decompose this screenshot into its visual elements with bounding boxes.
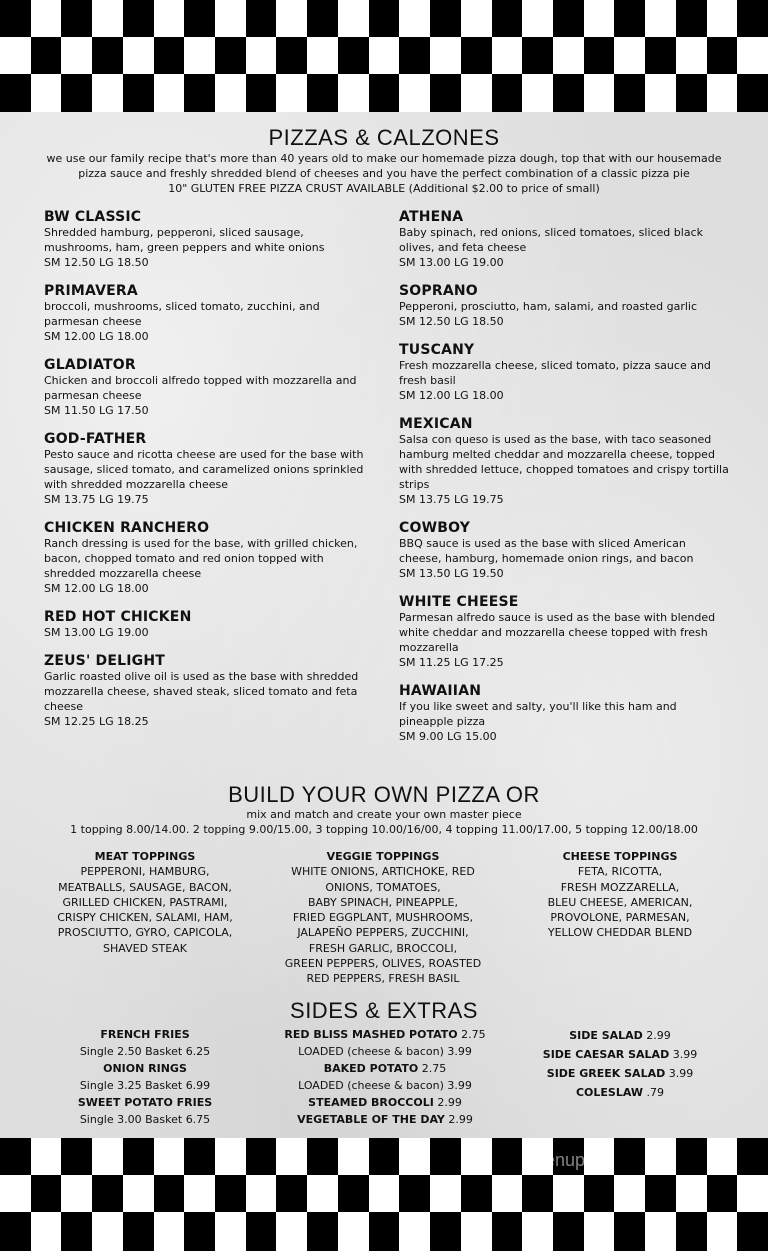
checker-square <box>92 37 123 74</box>
gluten-free-note: 10" GLUTEN FREE PIZZA CRUST AVAILABLE (Additional $2.00 to price of small) <box>168 182 600 195</box>
checker-square <box>307 1138 338 1175</box>
checker-square <box>276 1175 307 1212</box>
checker-square <box>492 0 523 37</box>
checker-square <box>61 1212 92 1251</box>
checker-square <box>307 1175 338 1212</box>
checker-square <box>461 37 492 74</box>
pizza-item <box>399 520 729 581</box>
coleslaw-row <box>520 1083 720 1102</box>
checker-square <box>276 1212 307 1251</box>
checker-square <box>737 0 768 37</box>
pizza-item <box>44 283 374 344</box>
checker-square <box>584 74 615 112</box>
pizza-price: SM 12.25 LG 18.25 <box>44 715 149 728</box>
checker-square <box>614 37 645 74</box>
topping-line: CRISPY CHICKEN, SALAMI, HAM, <box>57 911 233 925</box>
checker-square <box>707 37 738 74</box>
pizza-price: SM 13.50 LG 19.50 <box>399 567 504 580</box>
pizza-item <box>44 431 374 507</box>
checker-square <box>399 1212 430 1251</box>
checker-square <box>215 1212 246 1251</box>
pizza-item <box>44 209 374 270</box>
checker-square <box>92 1175 123 1212</box>
pizza-price: SM 13.75 LG 19.75 <box>44 493 149 506</box>
checker-square <box>61 1175 92 1212</box>
pizza-item <box>399 594 729 670</box>
checker-square <box>645 74 676 112</box>
sides-column-left <box>40 1026 250 1128</box>
checker-square <box>461 1212 492 1251</box>
pizza-column-left <box>44 209 374 742</box>
cheese-toppings-heading: CHEESE TOPPINGS <box>562 850 678 863</box>
checker-square <box>522 74 553 112</box>
checker-square <box>338 1138 369 1175</box>
pizza-description: Ranch dressing is used for the base, with grilled chicken, bacon, chopped tomato and red onion topped with shredded mozzarella cheese <box>44 537 358 580</box>
pizza-name: BW CLASSIC <box>44 209 142 225</box>
checker-square <box>307 37 338 74</box>
checker-square <box>553 37 584 74</box>
pizza-price: SM 13.75 LG 19.75 <box>399 493 504 506</box>
checker-square <box>737 1138 768 1175</box>
checker-square <box>584 1212 615 1251</box>
baked-potato-price: 2.75 <box>421 1062 447 1075</box>
checker-square <box>31 1212 62 1251</box>
onion-rings-price: Single 3.25 Basket 6.99 <box>79 1079 211 1092</box>
side-caesar-name: SIDE CAESAR SALAD <box>542 1048 670 1061</box>
checker-square <box>369 0 400 37</box>
pizza-item <box>399 209 729 270</box>
steamed-broccoli-price: 2.99 <box>437 1096 462 1109</box>
checker-square <box>676 1212 707 1251</box>
checker-square <box>154 1212 185 1251</box>
checker-square <box>492 1175 523 1212</box>
checker-square <box>430 1175 461 1212</box>
checker-square <box>676 1138 707 1175</box>
baked-potato-row <box>260 1060 510 1077</box>
checker-square <box>307 0 338 37</box>
checker-square <box>461 0 492 37</box>
checker-square <box>184 1212 215 1251</box>
baked-potato-loaded: LOADED (cheese & bacon) 3.99 <box>298 1079 472 1092</box>
sides-title: SIDES & EXTRAS <box>290 998 478 1023</box>
checker-square <box>215 1175 246 1212</box>
checker-square <box>61 37 92 74</box>
vegetable-of-day-price: 2.99 <box>448 1113 473 1126</box>
topping-line: YELLOW CHEDDAR BLEND <box>547 926 693 940</box>
checker-square <box>246 74 277 112</box>
checker-square <box>92 0 123 37</box>
pizza-description: Chicken and broccoli alfredo topped with mozzarella and parmesan cheese <box>44 374 357 402</box>
checker-square <box>737 74 768 112</box>
side-greek-row <box>520 1064 720 1083</box>
pizza-description: Pepperoni, prosciutto, ham, salami, and roasted garlic <box>399 300 698 313</box>
topping-line: PROVOLONE, PARMESAN, <box>550 911 690 925</box>
pizza-column-right <box>399 209 729 757</box>
cheese-toppings <box>520 849 720 941</box>
checker-square <box>92 1212 123 1251</box>
checker-square <box>522 1212 553 1251</box>
side-salad-row <box>520 1026 720 1045</box>
pizza-description: broccoli, mushrooms, sliced tomato, zucchini, and parmesan cheese <box>44 300 320 328</box>
checker-square <box>522 1175 553 1212</box>
coleslaw-price: .79 <box>646 1086 665 1099</box>
pizza-price: SM 11.50 LG 17.50 <box>44 404 149 417</box>
mashed-potato-loaded: LOADED (cheese & bacon) 3.99 <box>298 1045 472 1058</box>
topping-line: ONIONS, TOMATOES, <box>325 880 441 894</box>
pizza-description: Fresh mozzarella cheese, sliced tomato, pizza sauce and fresh basil <box>399 359 711 387</box>
pizza-description: BBQ sauce is used as the base with sliced American cheese, hamburg, homemade onion rings, and bacon <box>399 537 694 565</box>
meat-toppings-heading: MEAT TOPPINGS <box>94 850 196 863</box>
checker-square <box>276 74 307 112</box>
checker-square <box>0 1138 31 1175</box>
pizza-description: Pesto sauce and ricotta cheese are used for the base with sausage, sliced tomato, and caramelized onions sprinkled with shredded mozzarella cheese <box>44 448 364 491</box>
checker-square <box>31 1138 62 1175</box>
checker-square <box>307 1212 338 1251</box>
pizzas-intro <box>30 151 738 196</box>
topping-line: FRESH GARLIC, BROCCOLI, <box>308 941 458 955</box>
checker-square <box>399 37 430 74</box>
topping-line: BLEU CHEESE, AMERICAN, <box>547 895 693 909</box>
checker-square <box>154 74 185 112</box>
checker-square <box>123 1138 154 1175</box>
checker-square <box>399 74 430 112</box>
checker-square <box>737 37 768 74</box>
side-caesar-price: 3.99 <box>672 1048 698 1061</box>
checker-square <box>707 1212 738 1251</box>
checker-square <box>184 1175 215 1212</box>
pizza-name: GOD-FATHER <box>44 431 147 447</box>
checkerboard-bottom-border <box>0 1138 768 1251</box>
checker-square <box>338 0 369 37</box>
intro-line-2: pizza sauce and freshly shredded blend of cheeses and you have the perfect combination of a classic pizza pie <box>78 167 690 180</box>
checker-square <box>369 1175 400 1212</box>
checker-square <box>61 1138 92 1175</box>
topping-line: PROSCIUTTO, GYRO, CAPICOLA, <box>57 926 233 940</box>
checker-square <box>246 1175 277 1212</box>
checker-square <box>246 1138 277 1175</box>
pizza-description: Baby spinach, red onions, sliced tomatoes, sliced black olives, and feta cheese <box>399 226 703 254</box>
checker-square <box>737 1212 768 1251</box>
checker-square <box>707 1138 738 1175</box>
pizza-description: Parmesan alfredo sauce is used as the base with blended white cheddar and mozzarella cheese topped with fresh mozzarella <box>399 611 716 654</box>
checker-square <box>676 1175 707 1212</box>
checker-square <box>215 74 246 112</box>
checker-square <box>645 1212 676 1251</box>
mashed-potato-row <box>260 1026 510 1043</box>
checker-square <box>584 0 615 37</box>
checker-square <box>215 1138 246 1175</box>
checker-square <box>338 74 369 112</box>
veggie-toppings <box>270 849 496 987</box>
checker-square <box>614 0 645 37</box>
topping-line: PEPPERONI, HAMBURG, <box>80 865 210 879</box>
pizza-price: SM 12.00 LG 18.00 <box>399 389 504 402</box>
checker-square <box>522 37 553 74</box>
checker-square <box>614 74 645 112</box>
checker-square <box>154 1175 185 1212</box>
checker-square <box>707 0 738 37</box>
checker-square <box>246 37 277 74</box>
checker-square <box>92 74 123 112</box>
pizza-price: SM 13.00 LG 19.00 <box>399 256 504 269</box>
checker-square <box>276 0 307 37</box>
checker-square <box>553 0 584 37</box>
checker-square <box>676 0 707 37</box>
french-fries-name: FRENCH FRIES <box>100 1028 190 1041</box>
checker-square <box>369 74 400 112</box>
checker-square <box>492 37 523 74</box>
checker-square <box>154 0 185 37</box>
checker-square <box>154 37 185 74</box>
mashed-potato-name: RED BLISS MASHED POTATO <box>284 1028 458 1041</box>
checker-square <box>430 0 461 37</box>
pizzas-title: PIZZAS & CALZONES <box>268 125 500 150</box>
checker-square <box>246 0 277 37</box>
coleslaw-name: COLESLAW <box>575 1086 644 1099</box>
checker-square <box>399 0 430 37</box>
checker-square <box>123 37 154 74</box>
pizza-description: Shredded hamburg, pepperoni, sliced sausage, mushrooms, ham, green peppers and white onions <box>44 226 325 254</box>
sweet-potato-fries-name: SWEET POTATO FRIES <box>77 1096 213 1109</box>
topping-line: FRIED EGGPLANT, MUSHROOMS, <box>292 911 474 925</box>
pizza-name: SOPRANO <box>399 283 478 299</box>
pizza-price: SM 12.00 LG 18.00 <box>44 330 149 343</box>
checker-square <box>676 74 707 112</box>
baked-potato-name: BAKED POTATO <box>323 1062 419 1075</box>
checker-square <box>31 74 62 112</box>
pizza-item <box>399 342 729 403</box>
checker-square <box>645 0 676 37</box>
checker-square <box>184 74 215 112</box>
checker-square <box>123 74 154 112</box>
steamed-broccoli-row <box>260 1094 510 1111</box>
checker-square <box>0 74 31 112</box>
pizza-description: If you like sweet and salty, you'll like this ham and pineapple pizza <box>399 700 677 728</box>
checker-square <box>154 1138 185 1175</box>
topping-line: FRESH MOZZARELLA, <box>560 880 680 894</box>
checker-square <box>707 74 738 112</box>
checker-square <box>399 1175 430 1212</box>
checker-square <box>492 74 523 112</box>
checker-square <box>584 1175 615 1212</box>
checker-square <box>553 1212 584 1251</box>
checker-square <box>0 1175 31 1212</box>
checker-square <box>92 1138 123 1175</box>
checker-square <box>338 1212 369 1251</box>
checker-square <box>461 1138 492 1175</box>
topping-line: RED PEPPERS, FRESH BASIL <box>306 972 460 986</box>
checker-square <box>399 1138 430 1175</box>
side-salad-price: 2.99 <box>646 1029 671 1042</box>
build-prices: 1 topping 8.00/14.00. 2 topping 9.00/15.00, 3 topping 10.00/16/00, 4 topping 11.00/17.00, 5 topping 12.00/18.00 <box>70 823 698 836</box>
checker-square <box>522 0 553 37</box>
checker-square <box>553 1175 584 1212</box>
pizza-price: SM 9.00 LG 15.00 <box>399 730 497 743</box>
checker-square <box>31 0 62 37</box>
pizza-item <box>44 357 374 418</box>
checker-square <box>369 1138 400 1175</box>
topping-line: SHAVED STEAK <box>103 941 187 955</box>
topping-line: FETA, RICOTTA, <box>577 865 663 879</box>
checker-square <box>215 0 246 37</box>
checker-square <box>246 1212 277 1251</box>
checker-square <box>461 1175 492 1212</box>
vegetable-of-day-row <box>260 1111 510 1128</box>
pizza-name: TUSCANY <box>399 342 475 358</box>
pizza-name: HAWAIIAN <box>399 683 482 699</box>
pizza-name: GLADIATOR <box>44 357 136 373</box>
pizza-price: SM 12.00 LG 18.00 <box>44 582 149 595</box>
checker-square <box>553 74 584 112</box>
build-subtitle: mix and match and create your own master piece <box>246 808 522 821</box>
topping-line: GREEN PEPPERS, OLIVES, ROASTED <box>284 957 482 971</box>
side-caesar-row <box>520 1045 720 1064</box>
checker-square <box>0 1212 31 1251</box>
checker-square <box>215 37 246 74</box>
checker-square <box>61 74 92 112</box>
build-title: BUILD YOUR OWN PIZZA OR <box>228 782 540 807</box>
onion-rings-name: ONION RINGS <box>103 1062 187 1075</box>
pizza-item <box>399 416 729 507</box>
checker-square <box>184 37 215 74</box>
topping-line: WHITE ONIONS, ARTICHOKE, RED <box>291 865 475 879</box>
pizza-name: RED HOT CHICKEN <box>44 609 192 625</box>
topping-line: BABY SPINACH, PINEAPPLE, <box>307 895 459 909</box>
steamed-broccoli-name: STEAMED BROCCOLI <box>308 1096 434 1109</box>
checker-square <box>614 1175 645 1212</box>
checker-square <box>338 1175 369 1212</box>
checker-square <box>707 1175 738 1212</box>
intro-line-1: we use our family recipe that's more than 40 years old to make our homemade pizza dough, top that with our housemade <box>46 152 722 165</box>
checker-square <box>307 74 338 112</box>
checker-square <box>645 37 676 74</box>
french-fries-price: Single 2.50 Basket 6.25 <box>79 1045 211 1058</box>
side-salad-name: SIDE SALAD <box>569 1029 643 1042</box>
pizza-price: SM 12.50 LG 18.50 <box>44 256 149 269</box>
pizza-description: Garlic roasted olive oil is used as the base with shredded mozzarella cheese, shaved steak, sliced tomato and feta cheese <box>44 670 359 713</box>
checker-square <box>645 1175 676 1212</box>
meat-toppings <box>40 849 250 956</box>
topping-line: JALAPEÑO PEPPERS, ZUCCHINI, <box>297 926 469 940</box>
checker-square <box>31 1175 62 1212</box>
sides-column-middle <box>260 1026 510 1128</box>
pizza-item <box>44 609 374 640</box>
pizza-name: ATHENA <box>399 209 464 225</box>
pizza-name: WHITE CHEESE <box>399 594 519 610</box>
checker-square <box>584 37 615 74</box>
pizza-item <box>399 683 729 744</box>
checker-square <box>492 1138 523 1175</box>
topping-line: MEATBALLS, SAUSAGE, BACON, <box>58 880 232 894</box>
checker-square <box>430 1212 461 1251</box>
checker-square <box>276 37 307 74</box>
checker-square <box>338 37 369 74</box>
checker-square <box>0 0 31 37</box>
checker-square <box>461 74 492 112</box>
checker-square <box>184 0 215 37</box>
checker-square <box>430 37 461 74</box>
checker-square <box>369 37 400 74</box>
checker-square <box>369 1212 400 1251</box>
checker-square <box>123 1175 154 1212</box>
sides-column-right <box>520 1026 720 1102</box>
checkerboard-top-border <box>0 0 768 112</box>
checker-square <box>61 0 92 37</box>
checker-square <box>184 1138 215 1175</box>
checker-square <box>492 1212 523 1251</box>
pizza-item <box>44 520 374 596</box>
checker-square <box>31 37 62 74</box>
side-greek-name: SIDE GREEK SALAD <box>546 1067 666 1080</box>
veggie-toppings-heading: VEGGIE TOPPINGS <box>326 850 440 863</box>
vegetable-of-day-name: VEGETABLE OF THE DAY <box>297 1113 445 1126</box>
pizza-item <box>44 653 374 729</box>
checker-square <box>676 37 707 74</box>
pizza-name: CHICKEN RANCHERO <box>44 520 210 536</box>
pizza-price: SM 12.50 LG 18.50 <box>399 315 504 328</box>
checker-square <box>123 0 154 37</box>
pizza-price: SM 13.00 LG 19.00 <box>44 626 149 639</box>
sweet-potato-fries-price: Single 3.00 Basket 6.75 <box>79 1113 211 1126</box>
checker-square <box>737 1175 768 1212</box>
pizza-description: Salsa con queso is used as the base, with taco seasoned hamburg melted cheddar and mozzarella cheese, topped with shredded lettuce, chopped tomatoes and crispy tortilla strips <box>399 433 729 491</box>
checker-square <box>123 1212 154 1251</box>
pizza-name: ZEUS' DELIGHT <box>44 653 165 669</box>
topping-line: GRILLED CHICKEN, PASTRAMI, <box>62 895 228 909</box>
checker-square <box>430 74 461 112</box>
mashed-potato-price: 2.75 <box>461 1028 486 1041</box>
checker-square <box>276 1138 307 1175</box>
pizza-price: SM 11.25 LG 17.25 <box>399 656 504 669</box>
checker-square <box>0 37 31 74</box>
checker-square <box>614 1138 645 1175</box>
checker-square <box>614 1212 645 1251</box>
side-greek-price: 3.99 <box>668 1067 694 1080</box>
pizza-name: MEXICAN <box>399 416 473 432</box>
checker-square <box>645 1138 676 1175</box>
checker-square <box>430 1138 461 1175</box>
pizza-item <box>399 283 729 329</box>
watermark: menupix <box>530 1150 599 1170</box>
pizza-name: PRIMAVERA <box>44 283 138 299</box>
pizza-name: COWBOY <box>399 520 471 536</box>
